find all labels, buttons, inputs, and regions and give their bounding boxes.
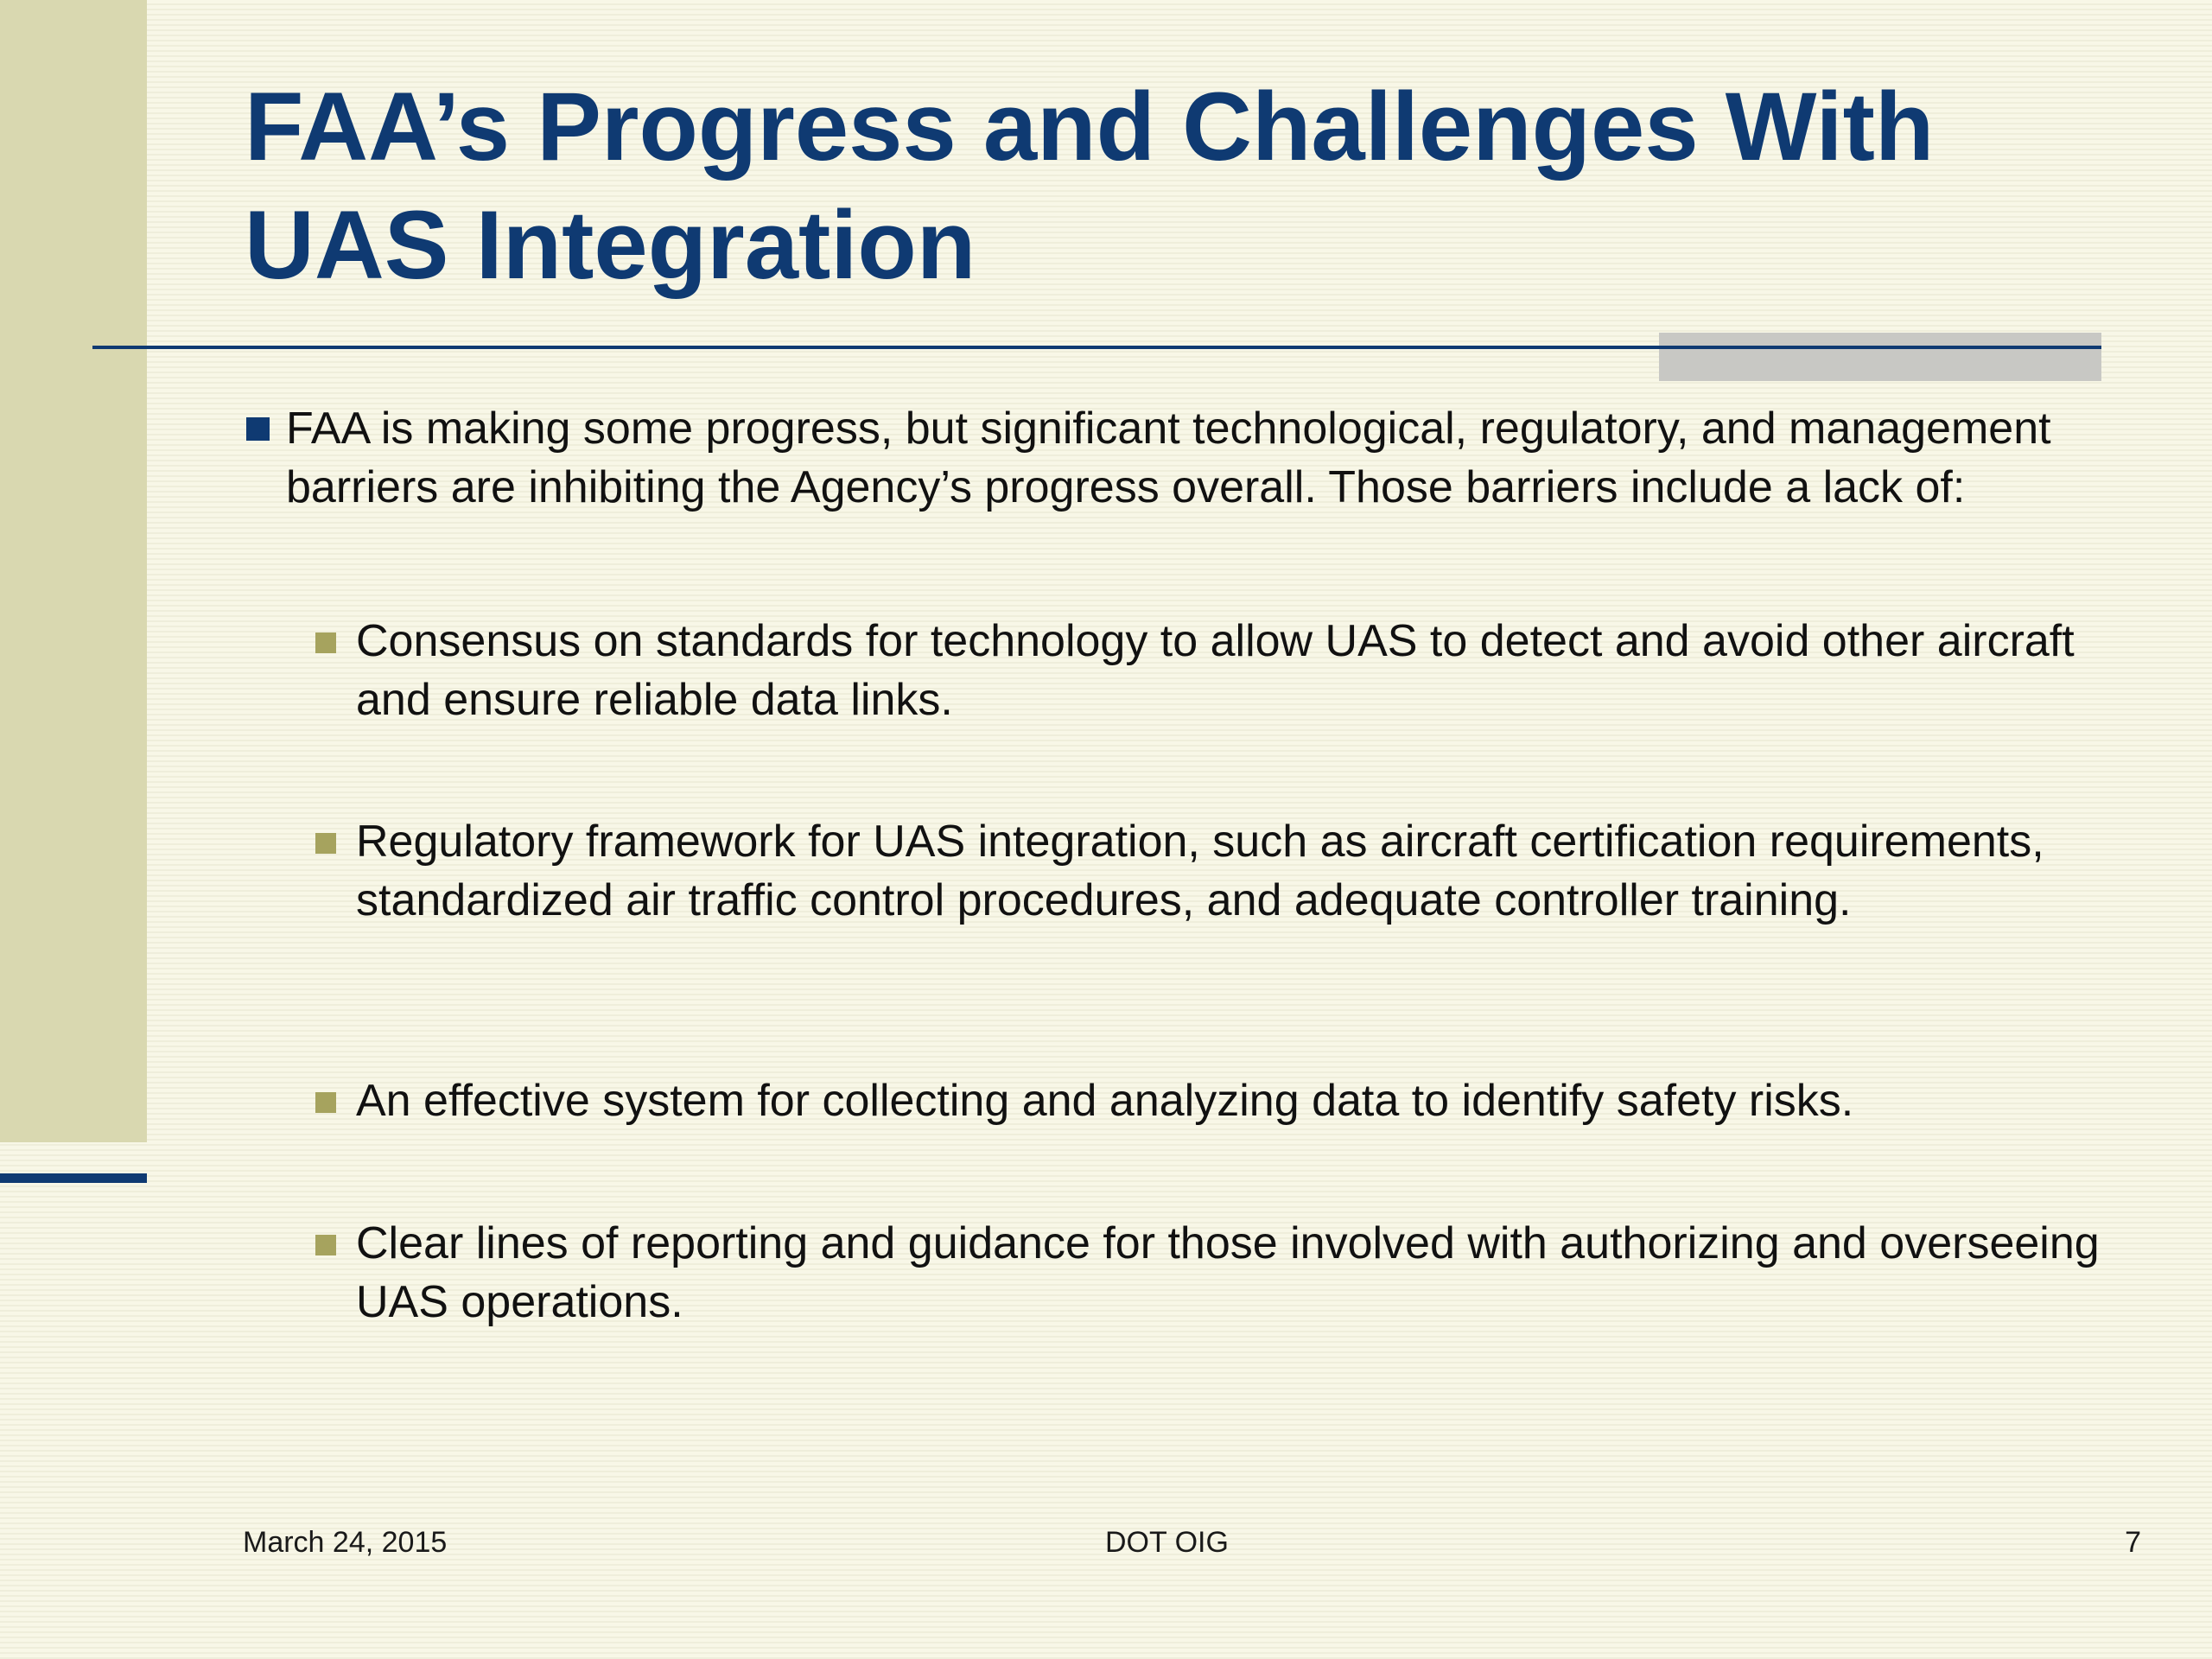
sub-bullet-text: Clear lines of reporting and guidance for those involved with authorizing and overseeing UAS operations.	[356, 1218, 2100, 1327]
square-bullet-icon	[315, 833, 336, 854]
footer-organization: DOT OIG	[1105, 1526, 1229, 1559]
title-divider	[92, 346, 2101, 349]
sub-bullet-text: Regulatory framework for UAS integration, such as aircraft certification requirements, standardized air traffic control procedures, and adequate controller training.	[356, 817, 2044, 925]
slide-title: FAA’s Progress and Challenges With UAS Integration	[245, 73, 1935, 299]
sub-bullet-text: Consensus on standards for technology to allow UAS to detect and avoid other aircraft and ensure reliable data links.	[356, 616, 2075, 725]
square-bullet-icon	[315, 1235, 336, 1255]
main-bullet-text: FAA is making some progress, but significant technological, regulatory, and management barriers are inhibiting the Agency’s progress overall. Those barriers include a lack of:	[286, 404, 2051, 512]
square-bullet-icon	[315, 1092, 336, 1113]
sub-bullet-text: An effective system for collecting and analyzing data to identify safety risks.	[356, 1076, 1854, 1126]
square-bullet-icon	[246, 417, 270, 441]
title-rule-shadow	[1659, 333, 2101, 381]
page-number: 7	[2125, 1526, 2141, 1559]
footer-date: March 24, 2015	[243, 1526, 448, 1559]
square-bullet-icon	[315, 632, 336, 653]
left-decorative-band	[0, 0, 147, 1142]
left-accent-bar	[0, 1173, 147, 1183]
